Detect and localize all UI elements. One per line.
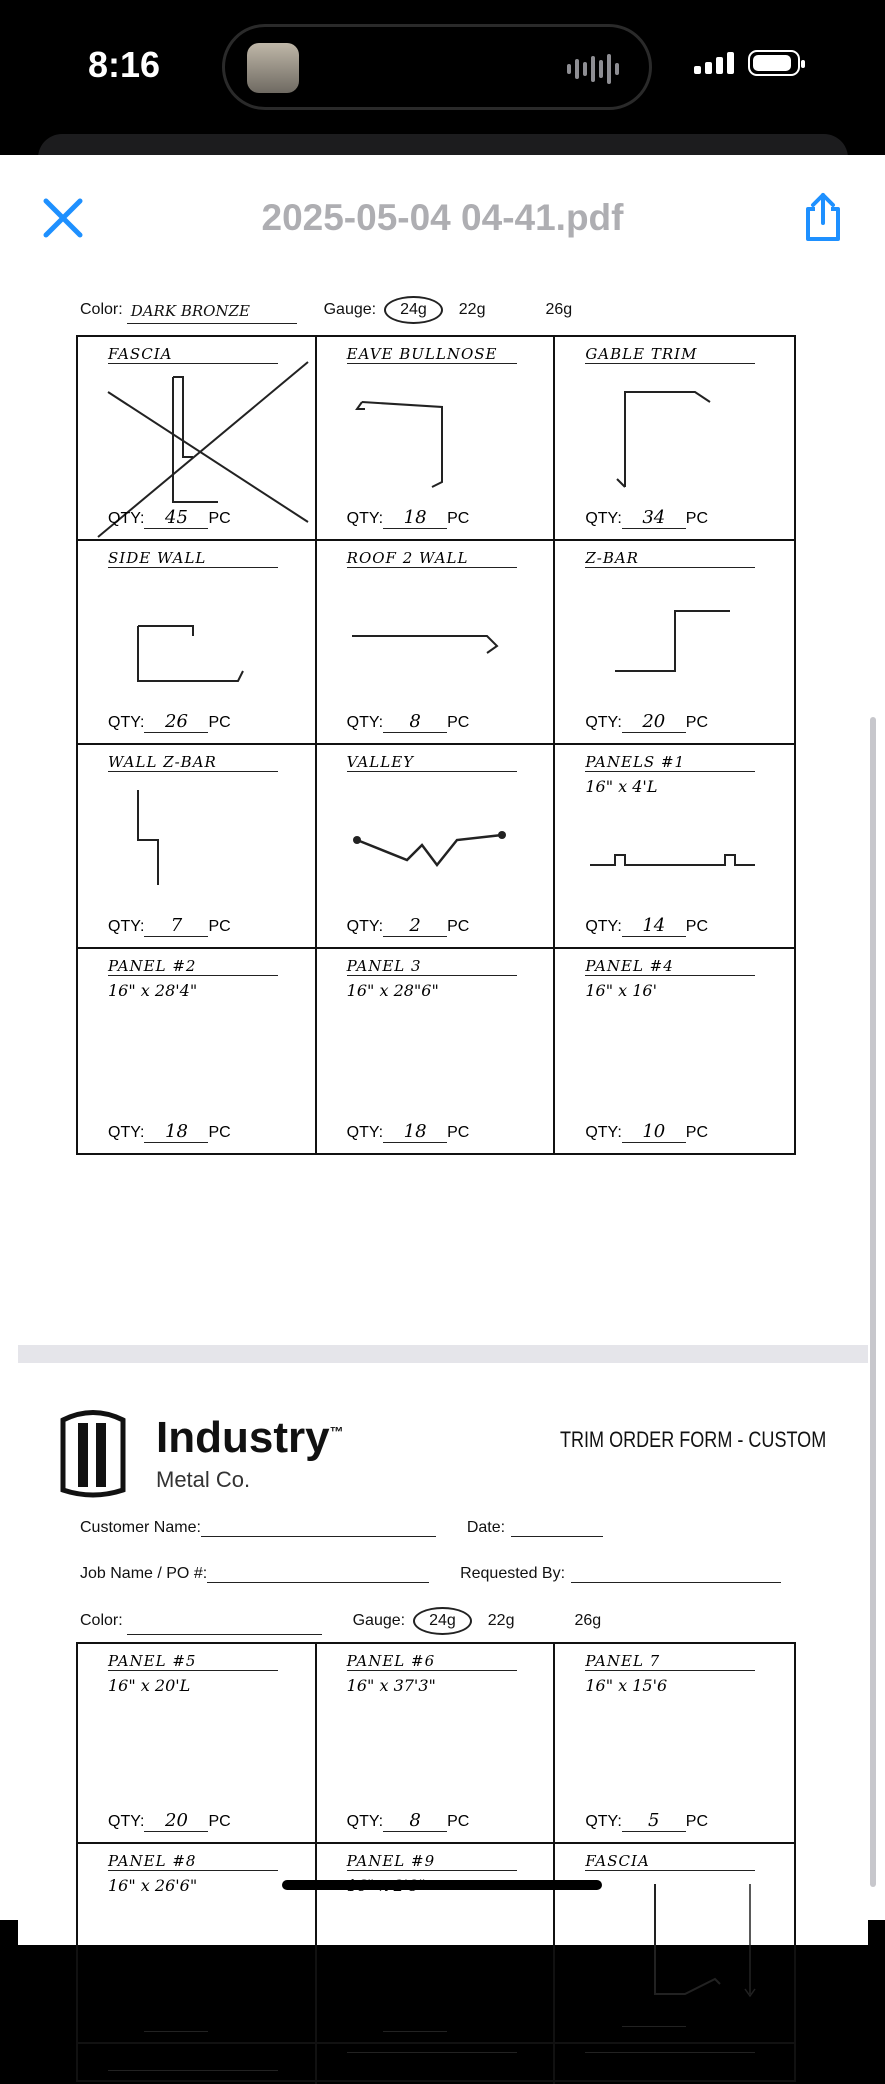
- pdf-page-2: [18, 1365, 868, 2070]
- panel-dimensions: 16" x 28"6": [346, 981, 439, 1000]
- trim-cell: [555, 1644, 794, 1844]
- trim-name: PANEL 7: [585, 1652, 755, 1671]
- brand-name: Industry™: [156, 1413, 344, 1462]
- form-title: TRIM ORDER FORM - CUSTOM: [560, 1427, 827, 1452]
- brand-subtitle: Metal Co.: [156, 1467, 251, 1492]
- pdf-page-1: [18, 270, 868, 1345]
- panel-dimensions: 16" x 26'6": [108, 1876, 198, 1895]
- page-separator: [18, 1345, 868, 1363]
- status-bar: [0, 0, 885, 130]
- pdf-viewer-sheet: [0, 155, 885, 2070]
- qty-value: 8: [383, 1810, 447, 1832]
- trim-cell: [555, 1844, 794, 2044]
- color-gauge-row: Color: Gauge: 24g 22g 26g: [80, 1607, 661, 1635]
- trim-cell: [78, 949, 317, 1153]
- trim-cell: [317, 2044, 556, 2084]
- qty-field: QTY: 45 PC: [108, 507, 231, 528]
- qty-field: QTY: 34 PC: [585, 507, 709, 528]
- trim-name: FASCIA: [585, 1852, 755, 1871]
- trim-name: ROOF 2 WALL: [347, 549, 517, 568]
- trim-name: PANEL #4: [585, 957, 755, 976]
- panel-dimensions: 16" x 20'L: [108, 1676, 191, 1695]
- status-time: 8:16: [88, 44, 161, 85]
- panel-dimensions: 16" x 37'3": [346, 1676, 436, 1695]
- gauge-label: Gauge:: [323, 301, 377, 318]
- gauge-option-26g: 26g: [545, 301, 573, 318]
- qty-value: 34: [622, 507, 686, 529]
- audio-waveform-icon: [567, 54, 619, 84]
- share-icon[interactable]: [800, 191, 846, 243]
- trim-name: PANEL #9: [347, 1852, 517, 1871]
- trim-name: PANELS #1: [585, 753, 755, 772]
- home-indicator[interactable]: [282, 1880, 602, 1890]
- color-gauge-row: [80, 296, 632, 324]
- qty-value: 14: [622, 915, 686, 937]
- gauge-option-22g: 22g: [487, 1612, 515, 1629]
- qty-field: QTY: 8 PC: [346, 711, 470, 732]
- qty-field: QTY: 14 PC: [585, 915, 709, 936]
- trim-cell: [555, 949, 794, 1153]
- qty-field: QTY: 7 PC: [108, 915, 231, 936]
- panel-dimensions: 16" x 28'4": [108, 981, 198, 1000]
- trim-cell: [317, 949, 556, 1153]
- qty-field: QTY: 2 PC: [346, 915, 470, 936]
- qty-value: [622, 2026, 686, 2027]
- trim-cell: [78, 2044, 317, 2084]
- panel-dimensions: 16" x 4'L: [585, 777, 658, 796]
- trim-name: WALL Z-BAR: [108, 753, 278, 772]
- qty-field: QTY: 26 PC: [108, 711, 231, 732]
- trim-cell: [317, 1844, 556, 2044]
- trim-name: VALLEY: [347, 753, 517, 772]
- qty-value: 26: [144, 711, 208, 733]
- battery-icon: [748, 50, 800, 76]
- document-view[interactable]: [0, 280, 885, 2070]
- panel-dimensions: 16" x 15'6: [585, 1676, 668, 1695]
- viewer-navbar: [0, 155, 885, 280]
- gauge-option-24g: 24g: [413, 1607, 472, 1635]
- qty-value: 18: [383, 1121, 447, 1143]
- gauge-option-26g: 26g: [574, 1612, 602, 1629]
- trim-cell: [555, 541, 794, 745]
- qty-value: 7: [144, 915, 208, 937]
- qty-value: 8: [383, 711, 447, 733]
- qty-value: 10: [622, 1121, 686, 1143]
- qty-field: QTY: 8 PC: [346, 1810, 470, 1831]
- qty-value: 17: [383, 2010, 447, 2032]
- qty-field: QTY: 18 PC: [346, 507, 470, 528]
- job-row: Job Name / PO #: Requested By:: [80, 1561, 781, 1583]
- qty-field: QTY: 5 PC: [585, 1810, 709, 1831]
- color-label: Color:: [80, 301, 123, 318]
- trim-name: GABLE TRIM: [585, 345, 755, 364]
- trim-grid-page2: [76, 1642, 796, 2082]
- trim-name: SIDE WALL: [108, 549, 278, 568]
- trim-cell: [78, 1644, 317, 1844]
- qty-field: QTY: 10 PC: [585, 1121, 709, 1142]
- trim-cell: [317, 1644, 556, 1844]
- trim-cell: [317, 541, 556, 745]
- trim-name: FASCIA: [108, 345, 278, 364]
- now-playing-thumbnail: [247, 43, 299, 93]
- trim-cell: [555, 2044, 794, 2084]
- qty-value: 45: [144, 507, 208, 529]
- trim-cell: [317, 745, 556, 949]
- trim-name: [347, 2052, 517, 2053]
- cellular-signal-icon: [694, 52, 734, 74]
- qty-value: 2: [383, 915, 447, 937]
- qty-field: QTY: 18 PC: [346, 1121, 470, 1142]
- qty-field: QTY: PC: [585, 2014, 709, 2031]
- document-title: 2025-05-04 04-41.pdf: [261, 197, 624, 238]
- dynamic-island[interactable]: [222, 24, 652, 110]
- qty-value: 20: [622, 711, 686, 733]
- gauge-option-24g: 24g: [384, 296, 443, 324]
- qty-value: 20: [144, 1810, 208, 1832]
- qty-field: QTY: 17 PC: [346, 2010, 470, 2031]
- trim-cell: [317, 337, 556, 541]
- trim-cell: [78, 337, 317, 541]
- trim-name: PANEL #6: [347, 1652, 517, 1671]
- qty-field: QTY: 20 PC: [585, 711, 709, 732]
- trim-name: [585, 2052, 755, 2053]
- qty-field: QTY: 11 PC: [108, 2010, 231, 2031]
- qty-value: 18: [383, 507, 447, 529]
- trim-grid-page1: [76, 335, 796, 1155]
- trim-cell: [78, 1844, 317, 2044]
- customer-row: Customer Name: Date:: [80, 1515, 603, 1537]
- trim-name: EAVE BULLNOSE: [347, 345, 517, 364]
- trim-name: Z-BAR: [585, 549, 755, 568]
- scrollbar[interactable]: [870, 717, 876, 1887]
- trim-name: PANEL #5: [108, 1652, 278, 1671]
- trim-name: PANEL 3: [347, 957, 517, 976]
- industry-logo-icon: [58, 1405, 128, 1500]
- color-value: DARK BRONZE: [127, 302, 297, 324]
- trim-cell: [555, 337, 794, 541]
- trim-cell: [78, 541, 317, 745]
- gauge-option-22g: 22g: [458, 301, 486, 318]
- trim-name: PANEL #2: [108, 957, 278, 976]
- trim-cell: [555, 745, 794, 949]
- qty-field: QTY: 20 PC: [108, 1810, 231, 1831]
- qty-field: QTY: 18 PC: [108, 1121, 231, 1142]
- panel-dimensions: 16" x 16': [585, 981, 657, 1000]
- trim-name: COPING CAP: [108, 2052, 278, 2071]
- qty-value: 11: [144, 2010, 208, 2032]
- trim-name: PANEL #8: [108, 1852, 278, 1871]
- trim-cell: [78, 745, 317, 949]
- qty-value: 5: [622, 1810, 686, 1832]
- qty-value: 18: [144, 1121, 208, 1143]
